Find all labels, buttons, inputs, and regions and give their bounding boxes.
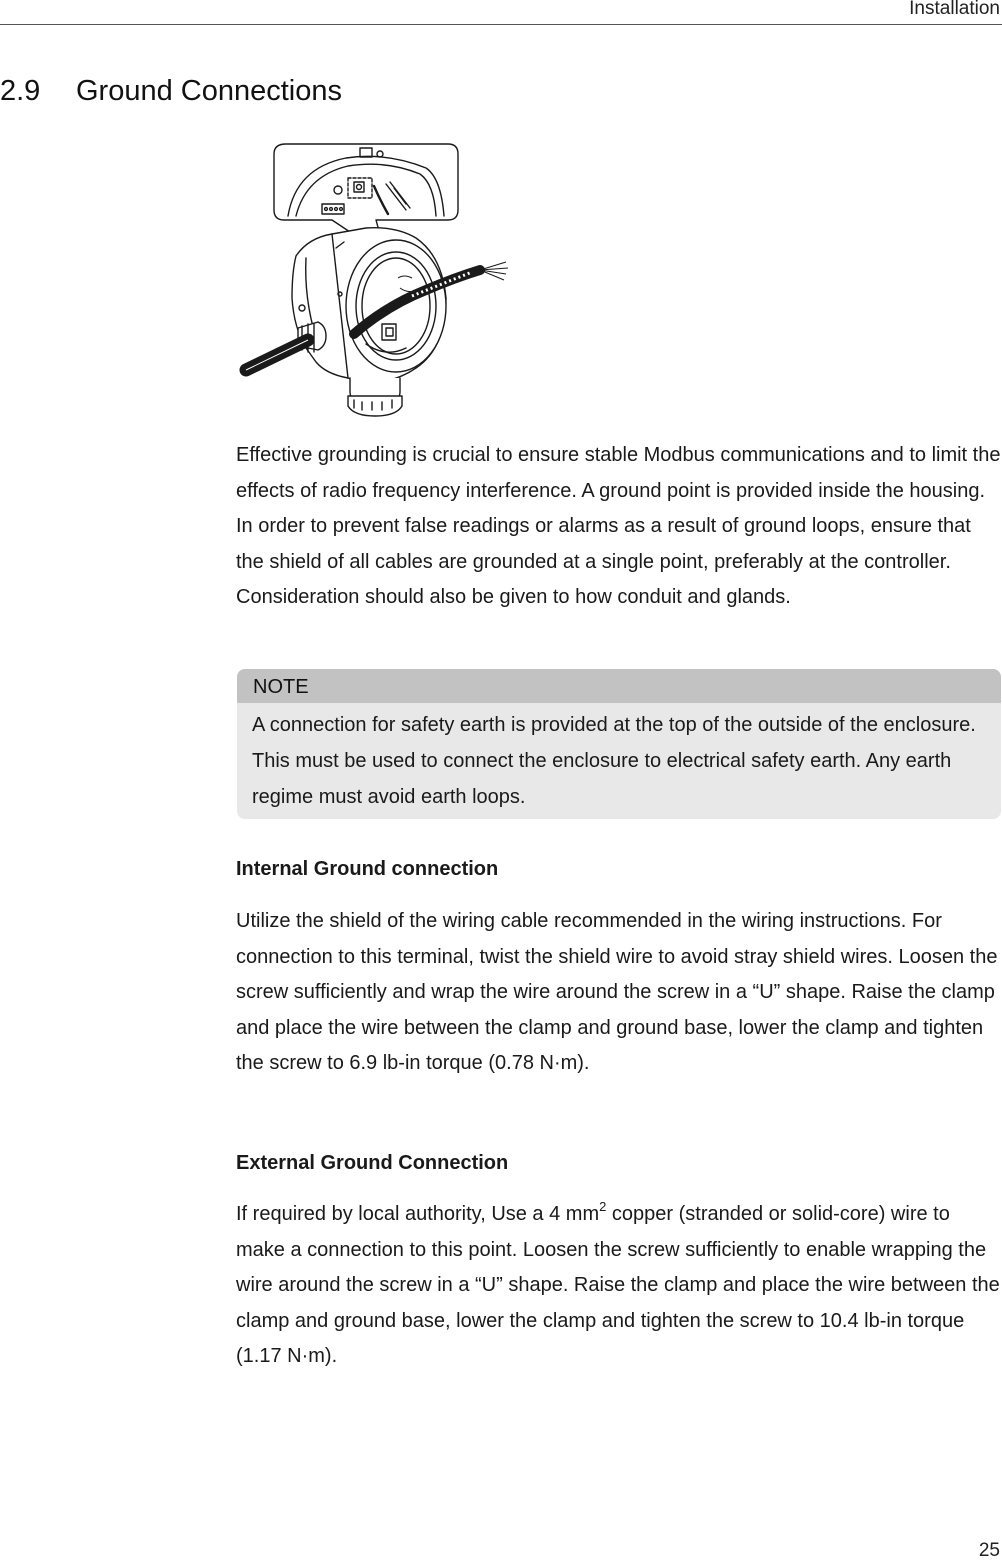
section-title: Ground Connections <box>76 75 342 107</box>
header-rule <box>0 24 1002 25</box>
external-ground-paragraph <box>236 1197 1002 1375</box>
intro-paragraph: Effective grounding is crucial to ensure stable Modbus communications and to limit the effects of radio frequency interference. A ground point is provided inside the housing. In order to prevent false readings or alarms as a result of ground loops, ensure that the shield of all cables are grounded at a single point, preferably at the controller. Consideration should also be given to how conduit and glands. <box>236 444 1001 608</box>
ground-connection-illustration <box>236 138 516 420</box>
note-label: NOTE <box>237 669 1001 703</box>
page-number: 25 <box>978 1540 1000 1561</box>
external-text-part2: copper (stranded or solid-core) wire to make a connection to this point. Loosen the screw sufficiently to enable wrapping the wire around the screw in a “U” shape. Raise the clamp and place the wire between the clamp and ground base, lower the clamp and tighten the screw to 10.4 lb-in torque (1.17 N·m). <box>236 1203 1000 1367</box>
note-box <box>237 669 1001 819</box>
internal-ground-paragraph: Utilize the shield of the wiring cable recommended in the wiring instructions. For connection to this terminal, twist the shield wire to avoid stray shield wires. Loosen the screw sufficiently and wrap the wire around the screw in a “U” shape. Raise the clamp and place the wire between the clamp and ground base, lower the clamp and tighten the screw to 6.9 lb-in torque (0.78 N·m). <box>236 910 998 1074</box>
superscript-squared: 2 <box>599 1199 607 1214</box>
internal-ground-heading: Internal Ground connection <box>236 858 499 880</box>
section-heading <box>0 75 342 108</box>
running-header: Installation <box>909 0 1000 19</box>
external-ground-heading: External Ground Connection <box>236 1152 509 1174</box>
note-text: A connection for safety earth is provided at the top of the outside of the enclosure. This must be used to connect the enclosure to electrical safety earth. Any earth regime must avoid earth loops. <box>252 714 976 808</box>
section-number: 2.9 <box>0 75 41 107</box>
external-text-part1: If required by local authority, Use a 4 mm <box>236 1203 600 1225</box>
